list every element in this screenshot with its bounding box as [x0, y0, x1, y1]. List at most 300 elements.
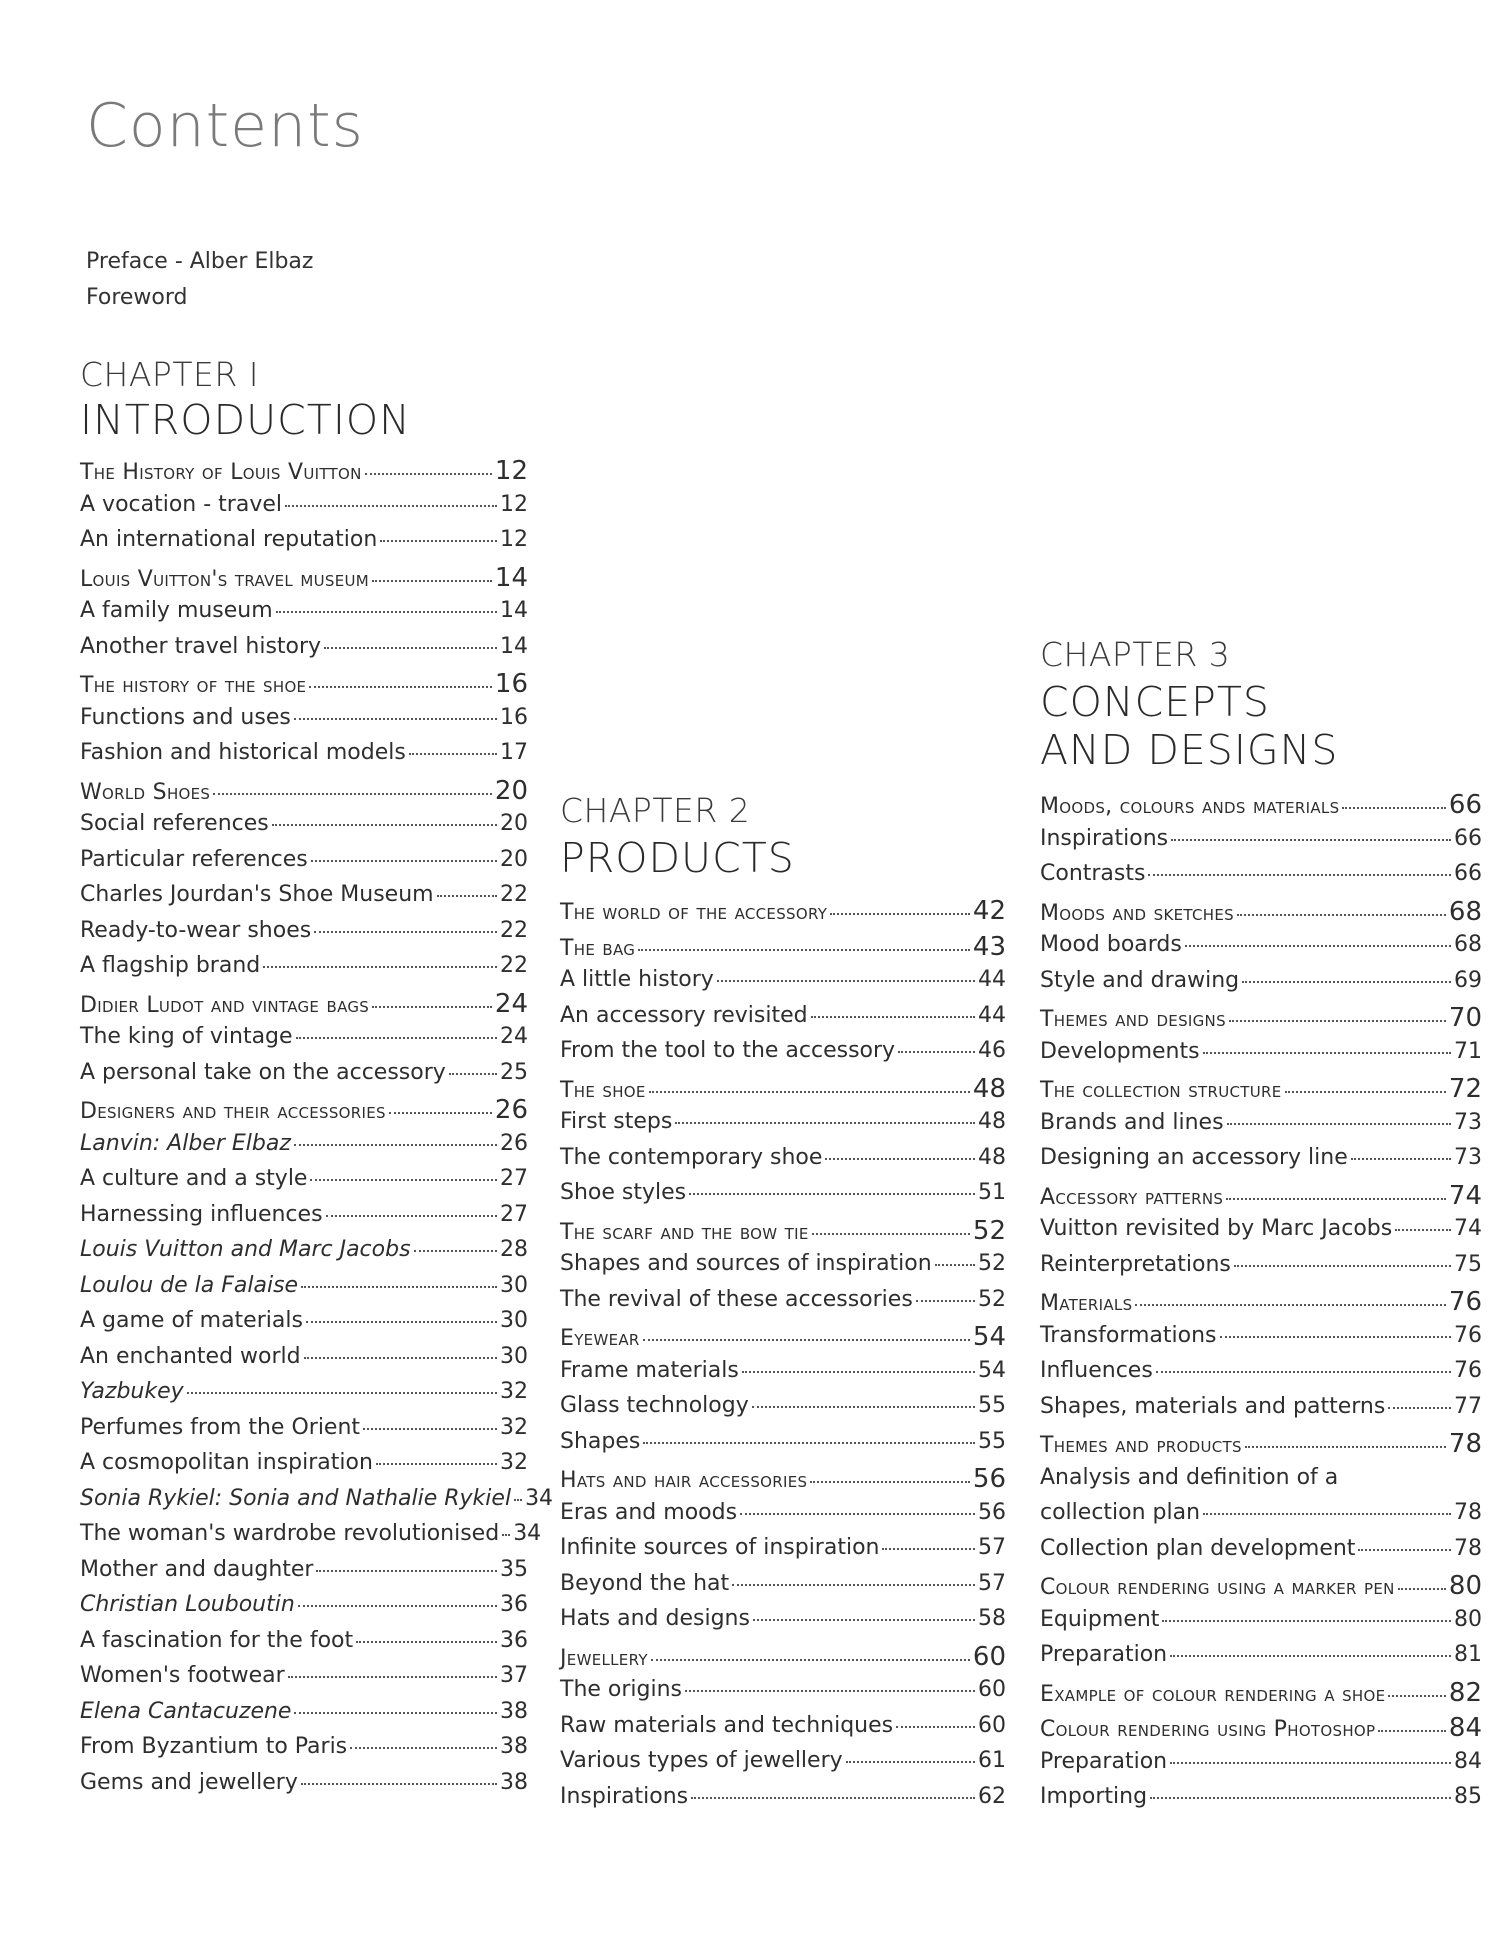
- toc-page-number: 24: [494, 988, 528, 1019]
- toc-entry: [80, 1344, 528, 1380]
- dot-leader: [1171, 839, 1451, 841]
- toc-page-number: 30: [500, 1343, 528, 1369]
- toc-page-number: 76: [1448, 1287, 1482, 1317]
- toc-page-number: 73: [1454, 1145, 1482, 1170]
- chapter-title: [1040, 678, 1482, 774]
- toc-entry-label: Social references: [80, 811, 269, 836]
- dot-leader: [310, 1179, 497, 1181]
- chapter-3-column: [1040, 636, 1482, 1820]
- toc-section-entry: [80, 456, 528, 492]
- front-matter: [86, 244, 313, 316]
- toc-page-number: 24: [500, 1024, 528, 1049]
- dot-leader: [314, 931, 497, 933]
- toc-entry-label: An international reputation: [80, 527, 378, 552]
- dot-leader: [213, 793, 492, 795]
- toc-entry: [560, 1677, 1006, 1713]
- chapter-title-line: CONCEPTS: [1040, 678, 1270, 726]
- toc-entry: [80, 1202, 528, 1238]
- dot-leader: [372, 580, 492, 582]
- toc-section-entry: [80, 776, 528, 812]
- toc-page-number: 85: [1454, 1784, 1482, 1809]
- toc-entry: [80, 882, 528, 918]
- toc-page-number: 14: [500, 598, 528, 623]
- toc-entry: [80, 1699, 528, 1735]
- toc-entry-label: A vocation - travel: [80, 491, 282, 517]
- toc-entry-label: Mother and daughter: [80, 1556, 314, 1582]
- toc-entry-label: Inspirations: [1040, 825, 1169, 851]
- toc-entry-label: Equipment: [1040, 1606, 1160, 1632]
- dot-leader: [502, 1534, 510, 1536]
- toc-entry: [560, 1145, 1006, 1181]
- toc-entry: [1040, 1749, 1482, 1785]
- toc-page-number: 60: [972, 1641, 1006, 1672]
- toc-entry: [80, 953, 528, 989]
- toc-page-number: 52: [978, 1286, 1006, 1312]
- toc-page-number: 14: [494, 562, 528, 593]
- toc-entry-label: Functions and uses: [80, 704, 291, 730]
- dot-leader: [365, 473, 492, 475]
- toc-entry: [560, 1571, 1006, 1607]
- toc-page-number: 51: [978, 1180, 1006, 1205]
- dot-leader: [812, 1233, 970, 1235]
- toc-entry-label: Example of colour rendering a shoe: [1040, 1681, 1386, 1707]
- toc-entry: [560, 1393, 1006, 1429]
- dot-leader: [1342, 807, 1446, 809]
- dot-leader: [356, 1641, 497, 1643]
- toc-entry-label: Hats and designs: [560, 1606, 750, 1631]
- dot-leader: [1388, 1407, 1451, 1409]
- toc-entry-label: A flagship brand: [80, 953, 261, 978]
- toc-page-number: 20: [494, 775, 528, 806]
- toc-section-entry: [1040, 1678, 1482, 1714]
- chapter-label: CHAPTER I: [80, 355, 259, 394]
- toc-entry-label: Inspirations: [560, 1783, 689, 1809]
- toc-entry-label: The origins: [560, 1677, 683, 1702]
- toc-entry: [560, 1429, 1006, 1465]
- toc-entry-label: The scarf and the bow tie: [560, 1219, 809, 1245]
- dot-leader: [324, 647, 497, 649]
- toc-entry-label: Contrasts: [1040, 861, 1146, 886]
- toc-page-number: 44: [978, 967, 1006, 992]
- toc-entry-label: Colour rendering using a marker pen: [1040, 1575, 1395, 1600]
- dot-leader: [1170, 1762, 1451, 1764]
- toc-page-number: 27: [500, 1201, 528, 1227]
- dot-leader: [306, 1321, 497, 1323]
- toc-page-number: 80: [1454, 1606, 1482, 1632]
- toc-entry-label: Preparation: [1040, 1642, 1168, 1667]
- toc-page-number: 14: [500, 633, 528, 659]
- dot-leader: [350, 1747, 497, 1749]
- dot-leader: [1234, 1265, 1451, 1267]
- toc-page-number: 22: [500, 882, 528, 907]
- chapter-title: [80, 396, 528, 444]
- dot-leader: [288, 1676, 497, 1678]
- toc-entry: [560, 1606, 1006, 1642]
- toc-page-number: 38: [500, 1769, 528, 1795]
- dot-leader: [1229, 1020, 1446, 1022]
- dot-leader: [326, 1215, 497, 1217]
- toc-entry: [80, 1663, 528, 1699]
- toc-page-number: 36: [500, 1592, 528, 1617]
- toc-entry-label: Perfumes from the Orient: [80, 1414, 361, 1440]
- dot-leader: [896, 1726, 975, 1728]
- dot-leader: [1378, 1730, 1446, 1732]
- toc-page-number: 55: [978, 1393, 1006, 1418]
- toc-entry-label: Harnessing influences: [80, 1201, 323, 1227]
- dot-leader: [304, 1357, 497, 1359]
- toc-entry-label: The world of the accessory: [560, 900, 828, 925]
- dot-leader: [685, 1690, 975, 1692]
- dot-leader: [689, 1193, 975, 1195]
- toc-entry: [1040, 1252, 1482, 1288]
- toc-entry: [80, 1485, 554, 1522]
- toc-page-number: 25: [500, 1059, 528, 1085]
- toc-entry-label: Importing: [1040, 1784, 1148, 1809]
- toc-page-number: 20: [500, 811, 528, 836]
- toc-entry-label: A little history: [560, 967, 714, 992]
- toc-section-entry: [560, 1642, 1006, 1678]
- page-title: Contents: [86, 91, 364, 161]
- toc-entry-list: [80, 456, 554, 1805]
- toc-page-number: 52: [978, 1251, 1006, 1276]
- toc-page-number: 58: [978, 1606, 1006, 1631]
- toc-section-entry: [1040, 1003, 1482, 1039]
- toc-section-entry: [1040, 897, 1482, 933]
- toc-page-number: 60: [978, 1677, 1006, 1702]
- dot-leader: [409, 753, 497, 755]
- toc-entry-label: Elena Cantacuzene: [80, 1698, 292, 1724]
- toc-entry: [80, 918, 528, 954]
- toc-entry-label: The contemporary shoe: [560, 1144, 823, 1170]
- chapter-title-line: INTRODUCTION: [80, 396, 411, 444]
- toc-entry-label: Gems and jewellery: [80, 1769, 298, 1795]
- dot-leader: [380, 540, 497, 542]
- toc-entry: [560, 1180, 1006, 1216]
- toc-entry: [1040, 1216, 1482, 1252]
- toc-page-number: 68: [1448, 896, 1482, 927]
- toc-page-number: 68: [1454, 932, 1482, 957]
- dot-leader: [643, 1339, 970, 1341]
- toc-entry-label: Accessory patterns: [1040, 1184, 1224, 1210]
- dot-leader: [285, 505, 497, 507]
- toc-page-number: 17: [500, 740, 528, 765]
- toc-entry-label: The History of Louis Vuitton: [80, 460, 362, 485]
- toc-page-number: 20: [500, 846, 528, 872]
- dot-leader: [294, 718, 497, 720]
- toc-page-number: 38: [500, 1734, 528, 1759]
- toc-entry: [560, 1287, 1006, 1323]
- toc-entry-label: Lanvin: Alber Elbaz: [80, 1130, 291, 1156]
- toc-page-number: 66: [1454, 825, 1482, 851]
- toc-entry-label: The bag: [560, 935, 636, 961]
- toc-entry-label: Materials: [1040, 1291, 1133, 1316]
- dot-leader: [643, 1442, 975, 1444]
- toc-page-number: 36: [500, 1627, 528, 1653]
- toc-entry: [560, 1358, 1006, 1394]
- toc-page-number: 34: [525, 1485, 554, 1511]
- toc-section-entry: [1040, 1429, 1482, 1465]
- dot-leader: [514, 1499, 522, 1501]
- toc-entry: [80, 1770, 528, 1806]
- toc-page-number: 37: [500, 1663, 528, 1688]
- toc-entry-label: Themes and designs: [1040, 1007, 1226, 1032]
- toc-section-entry: [1040, 790, 1482, 826]
- toc-page-number: 16: [494, 669, 528, 699]
- toc-page-number: 48: [978, 1109, 1006, 1134]
- dot-leader: [263, 966, 497, 968]
- toc-entry-label: Hats and hair accessories: [560, 1468, 808, 1493]
- toc-entry-label: Analysis and definition of a: [1040, 1464, 1339, 1490]
- toc-section-entry: [80, 669, 528, 705]
- toc-entry-label: Christian Louboutin: [80, 1592, 295, 1617]
- toc-entry: [1040, 1358, 1482, 1394]
- toc-entry: [80, 740, 528, 776]
- toc-entry-label: Colour rendering using Photoshop: [1040, 1717, 1376, 1742]
- toc-page-number: 56: [972, 1464, 1006, 1494]
- dot-leader: [316, 1570, 497, 1572]
- dot-leader: [1351, 1158, 1451, 1160]
- dot-leader: [1227, 1123, 1451, 1125]
- toc-page-number: 61: [978, 1748, 1006, 1773]
- toc-page-number: 60: [978, 1712, 1006, 1738]
- toc-page-number: 44: [978, 1002, 1006, 1028]
- toc-section-entry: [560, 896, 1006, 932]
- toc-page-number: 56: [978, 1499, 1006, 1525]
- toc-entry-label: Another travel history: [80, 633, 322, 659]
- toc-entry: [80, 1131, 528, 1167]
- toc-page-number: 52: [972, 1215, 1006, 1246]
- dot-leader: [742, 1371, 975, 1373]
- toc-section-entry: [1040, 1571, 1482, 1607]
- toc-entry-label: From the tool to the accessory: [560, 1038, 896, 1063]
- toc-entry: [80, 847, 528, 883]
- toc-page-number: 82: [1448, 1677, 1482, 1708]
- dot-leader: [846, 1761, 975, 1763]
- dot-leader: [811, 1016, 975, 1018]
- dot-leader: [294, 1712, 497, 1714]
- dot-leader: [1242, 981, 1451, 983]
- front-matter-item-preface: Preface - Alber Elbaz: [86, 249, 314, 274]
- toc-entry: [560, 1784, 1006, 1820]
- toc-page-number: 22: [500, 953, 528, 978]
- toc-entry: [80, 1521, 542, 1557]
- dot-leader: [753, 1619, 975, 1621]
- toc-entry: [1040, 1110, 1482, 1146]
- chapter-2-column: [560, 792, 1006, 1819]
- toc-entry-label: Didier Ludot and vintage bags: [80, 992, 370, 1018]
- toc-page-number: 66: [1448, 790, 1482, 820]
- toc-page-number: 22: [500, 917, 528, 943]
- toc-page-number: 54: [972, 1322, 1006, 1352]
- toc-entry: [80, 1592, 528, 1628]
- toc-entry: [80, 1166, 528, 1202]
- toc-page-number: 72: [1448, 1074, 1482, 1104]
- toc-entry-label: Brands and lines: [1040, 1109, 1224, 1135]
- toc-entry-label: Raw materials and techniques: [560, 1712, 894, 1738]
- toc-entry: [560, 967, 1006, 1003]
- dot-leader: [651, 1659, 970, 1661]
- toc-page-number: 16: [500, 704, 528, 730]
- toc-entry: [80, 1415, 528, 1451]
- toc-page-number: 32: [500, 1414, 528, 1440]
- dot-leader: [414, 1250, 497, 1252]
- toc-page-number: 81: [1454, 1642, 1482, 1667]
- toc-entry: [560, 1535, 1006, 1571]
- toc-page-number: 26: [494, 1095, 528, 1125]
- toc-entry-label: Charles Jourdan's Shoe Museum: [80, 882, 434, 907]
- toc-entry-label: Collection plan development: [1040, 1535, 1356, 1561]
- toc-entry-label: The king of vintage: [80, 1024, 293, 1049]
- toc-entry-label: Moods and sketches: [1040, 900, 1234, 926]
- toc-entry-label: Preparation: [1040, 1748, 1168, 1774]
- toc-page-number: 46: [978, 1038, 1006, 1063]
- chapter-title-line: AND DESIGNS: [1040, 726, 1339, 774]
- toc-entry-label: Eras and moods: [560, 1499, 738, 1525]
- toc-page-number: 57: [978, 1570, 1006, 1596]
- toc-page-number: 54: [978, 1357, 1006, 1383]
- toc-entry-label: collection plan: [1040, 1500, 1201, 1525]
- toc-page-number: 12: [500, 527, 528, 552]
- toc-entry-label: Ready-to-wear shoes: [80, 917, 312, 943]
- dot-leader: [294, 1144, 497, 1146]
- toc-entry: [80, 1024, 528, 1060]
- dot-leader: [1220, 1336, 1451, 1338]
- toc-entry-label: Fashion and historical models: [80, 740, 406, 765]
- toc-page-number: 78: [1448, 1429, 1482, 1459]
- toc-entry-label: An accessory revisited: [560, 1002, 808, 1028]
- toc-entry: [80, 1734, 528, 1770]
- toc-page-number: 38: [500, 1698, 528, 1724]
- toc-entry: [80, 705, 528, 741]
- toc-entry-label: A fascination for the foot: [80, 1627, 354, 1653]
- dot-leader: [437, 895, 497, 897]
- toc-entry: [80, 598, 528, 634]
- toc-entry-label: Infinite sources of inspiration: [560, 1535, 880, 1560]
- toc-entry: [1040, 1145, 1482, 1181]
- toc-page-number: 57: [978, 1535, 1006, 1560]
- toc-section-entry: [1040, 1287, 1482, 1323]
- toc-entry-label: Themes and products: [1040, 1433, 1242, 1458]
- toc-page-number: 55: [978, 1428, 1006, 1454]
- dot-leader: [1398, 1588, 1446, 1590]
- dot-leader: [1285, 1091, 1446, 1093]
- toc-section-entry: [560, 1322, 1006, 1358]
- dot-leader: [649, 1091, 970, 1093]
- toc-entry-label: Particular references: [80, 846, 308, 872]
- dot-leader: [691, 1797, 975, 1799]
- toc-entry: [80, 1060, 528, 1096]
- toc-page-number: 30: [500, 1308, 528, 1333]
- toc-entry: [1040, 1607, 1482, 1643]
- toc-entry-label: Mood boards: [1040, 932, 1182, 957]
- toc-section-entry: [80, 1095, 528, 1131]
- toc-page-number: 43: [972, 931, 1006, 962]
- toc-page-number: 34: [513, 1521, 542, 1546]
- toc-page-number: 66: [1454, 861, 1482, 886]
- toc-entry: [1040, 1536, 1482, 1572]
- dot-leader: [363, 1428, 497, 1430]
- toc-section-entry: [80, 563, 528, 599]
- toc-entry-label: Shapes: [560, 1428, 641, 1454]
- toc-entry: [1040, 826, 1482, 862]
- dot-leader: [825, 1158, 975, 1160]
- toc-entry-label: A personal take on the accessory: [80, 1059, 446, 1085]
- toc-page-number: 12: [494, 456, 528, 486]
- toc-entry-label: Shapes and sources of inspiration: [560, 1251, 932, 1276]
- toc-entry: [80, 634, 528, 670]
- dot-leader: [1237, 914, 1446, 916]
- toc-entry-label: Shoe styles: [560, 1180, 687, 1205]
- dot-leader: [187, 1392, 497, 1394]
- toc-entry-label: First steps: [560, 1109, 673, 1134]
- toc-entry: [1040, 1642, 1482, 1678]
- dot-leader: [372, 1006, 492, 1008]
- dot-leader: [276, 611, 497, 613]
- toc-section-entry: [560, 1074, 1006, 1110]
- toc-entry-label: An enchanted world: [80, 1343, 301, 1369]
- front-matter-item-foreword: Foreword: [86, 285, 188, 310]
- toc-entry: [1040, 968, 1482, 1004]
- dot-leader: [882, 1548, 975, 1550]
- toc-entry-label: Designers and their accessories: [80, 1099, 386, 1124]
- toc-entry: [80, 1273, 528, 1309]
- dot-leader: [1148, 874, 1451, 876]
- toc-entry: [1040, 1500, 1482, 1536]
- chapter-label: CHAPTER 2: [560, 791, 751, 830]
- toc-entry-label: Glass technology: [560, 1393, 749, 1418]
- toc-page-number: 48: [972, 1073, 1006, 1104]
- chapter-title-line: PRODUCTS: [560, 834, 795, 882]
- dot-leader: [830, 913, 970, 915]
- dot-leader: [298, 1605, 497, 1607]
- dot-leader: [1358, 1549, 1451, 1551]
- dot-leader: [675, 1122, 975, 1124]
- dot-leader: [1150, 1797, 1451, 1799]
- dot-leader: [311, 860, 497, 862]
- toc-entry-label: Sonia Rykiel: Sonia and Nathalie Rykiel: [80, 1485, 512, 1511]
- dot-leader: [389, 1112, 492, 1114]
- toc-page-number: 84: [1454, 1748, 1482, 1774]
- toc-page-number: 26: [500, 1130, 528, 1156]
- dot-leader: [752, 1406, 975, 1408]
- toc-entry: [80, 1628, 528, 1664]
- dot-leader: [935, 1264, 975, 1266]
- dot-leader: [272, 824, 497, 826]
- toc-entry-label: From Byzantium to Paris: [80, 1734, 348, 1759]
- toc-entry: [80, 1237, 528, 1273]
- toc-entry-label: Jewellery: [560, 1645, 648, 1671]
- toc-entry-label: World Shoes: [80, 779, 211, 805]
- toc-entry: [1040, 1784, 1482, 1820]
- toc-entry-label: Louis Vuitton and Marc Jacobs: [80, 1237, 411, 1262]
- chapter-label: CHAPTER 3: [1040, 635, 1231, 674]
- toc-entry: [560, 1003, 1006, 1039]
- toc-page-number: 80: [1448, 1571, 1482, 1601]
- toc-page-number: 12: [500, 491, 528, 517]
- toc-entry-list: [560, 896, 1006, 1819]
- dot-leader: [1135, 1304, 1446, 1306]
- toc-entry: [560, 1500, 1006, 1536]
- toc-entry-label: Designing an accessory line: [1040, 1145, 1348, 1170]
- toc-entry: [1040, 1039, 1482, 1075]
- toc-entry-label: The woman's wardrobe revolutionised: [80, 1521, 500, 1546]
- toc-entry: [1040, 932, 1482, 968]
- dot-leader: [717, 980, 975, 982]
- toc-entry: [560, 1038, 1006, 1074]
- toc-page-number: 62: [978, 1783, 1006, 1809]
- toc-entry: [80, 527, 528, 563]
- toc-page-number: 48: [978, 1144, 1006, 1170]
